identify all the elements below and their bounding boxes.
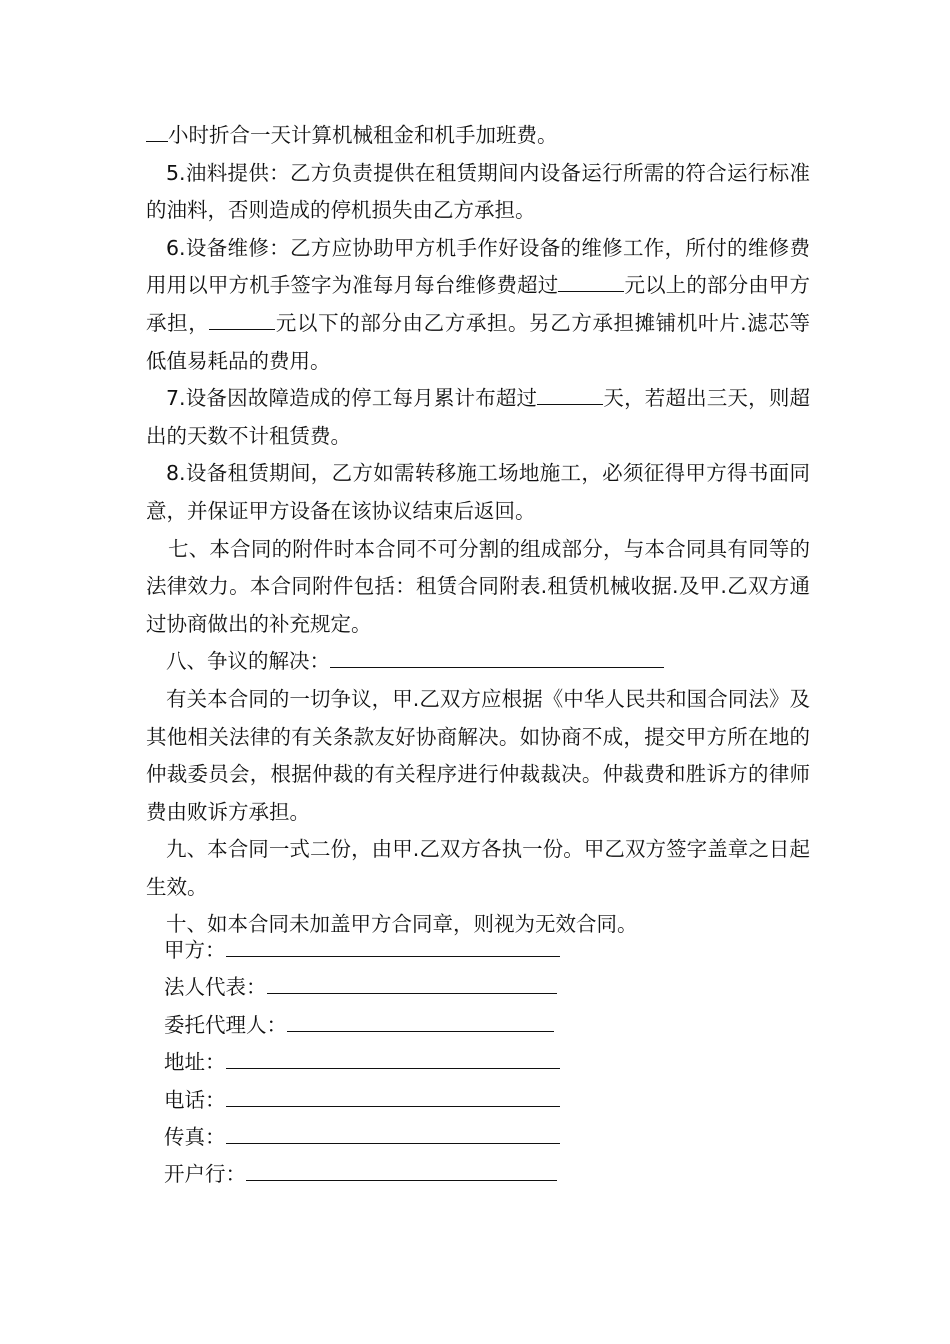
paragraph-seal-requirement: 十、如本合同未加盖甲方合同章，则视为无效合同。	[166, 912, 638, 937]
field-phone-line	[226, 1086, 560, 1107]
field-party-a-label: 甲方：	[164, 938, 226, 962]
field-legal-rep	[164, 969, 584, 1006]
paragraph-downtime: 7.设备因故障造成的停工每月累计布超过 天，若超出三天，则超出的天数不计租赁费。	[146, 386, 810, 448]
paragraph-dispute-heading: 八、争议的解决：	[146, 643, 810, 681]
field-legal-rep-label: 法人代表：	[164, 975, 267, 1000]
blank-downtime-days	[537, 403, 603, 405]
field-fax-label: 传真：	[164, 1125, 226, 1150]
contract-body	[146, 117, 810, 944]
field-phone-label: 电话：	[164, 1087, 226, 1112]
field-legal-rep-line	[267, 973, 557, 994]
blank-repair-upper-amount	[558, 290, 624, 292]
field-bank-label: 开户行：	[164, 1162, 246, 1187]
field-address	[164, 1044, 584, 1081]
paragraph-equipment-repair: 6.设备维修：乙方应协助甲方机手作好设备的维修工作，所付的维修费用用以甲方机手签字为准每月每台维修费超过 元以上的部分由甲方承担， 元以下的部分由乙方承担。另乙方承担摊铺机叶片.滤芯等低值易耗品的费用。	[146, 235, 811, 373]
paragraph-dispute-resolution: 有关本合同的一切争议，甲.乙双方应根据《中华人民共和国合同法》及其他相关法律的有关条款友好协商解决。如协商不成，提交甲方所在地的仲裁委员会，根据仲裁的有关程序进行仲裁裁决。仲裁费和胜诉方的律师费由败诉方承担。	[146, 686, 810, 824]
field-address-label: 地址：	[164, 1050, 226, 1075]
paragraph-attachments: 七、本合同的附件时本合同不可分割的组成部分，与本合同具有同等的法律效力。本合同附件包括：租赁合同附表.租赁机械收据.及甲.乙双方通过协商做出的补充规定。	[146, 536, 810, 636]
paragraph-overtime: 小时折合一天计算机械租金和机手加班费。	[146, 117, 810, 155]
blank-repair-lower-amount	[209, 328, 275, 330]
field-address-line	[226, 1048, 560, 1069]
field-agent-line	[287, 1011, 554, 1032]
blank-dispute-resolution	[330, 666, 664, 668]
paragraph-site-transfer: 8.设备租赁期间，乙方如需转移施工场地施工，必须征得甲方得书面同意，并保证甲方设备在该协议结束后返回。	[146, 461, 810, 523]
field-bank-line	[246, 1160, 557, 1181]
field-fax-line	[226, 1123, 560, 1144]
paragraph-fuel-supply: 5.油料提供：乙方负责提供在租赁期间内设备运行所需的符合运行标准的油料，否则造成的停机损失由乙方承担。	[146, 160, 810, 223]
field-phone	[164, 1082, 584, 1119]
paragraph-copies: 九、本合同一式二份，由甲.乙双方各执一份。甲乙双方签字盖章之日起生效。	[146, 837, 810, 899]
field-fax	[164, 1119, 584, 1156]
field-agent-label: 委托代理人：	[164, 1012, 287, 1037]
field-agent	[164, 1007, 584, 1044]
blank-hours	[146, 140, 168, 142]
signature-fields	[164, 932, 584, 1194]
field-party-a-line	[226, 936, 560, 957]
field-bank	[164, 1156, 584, 1193]
field-party-a	[164, 932, 584, 969]
